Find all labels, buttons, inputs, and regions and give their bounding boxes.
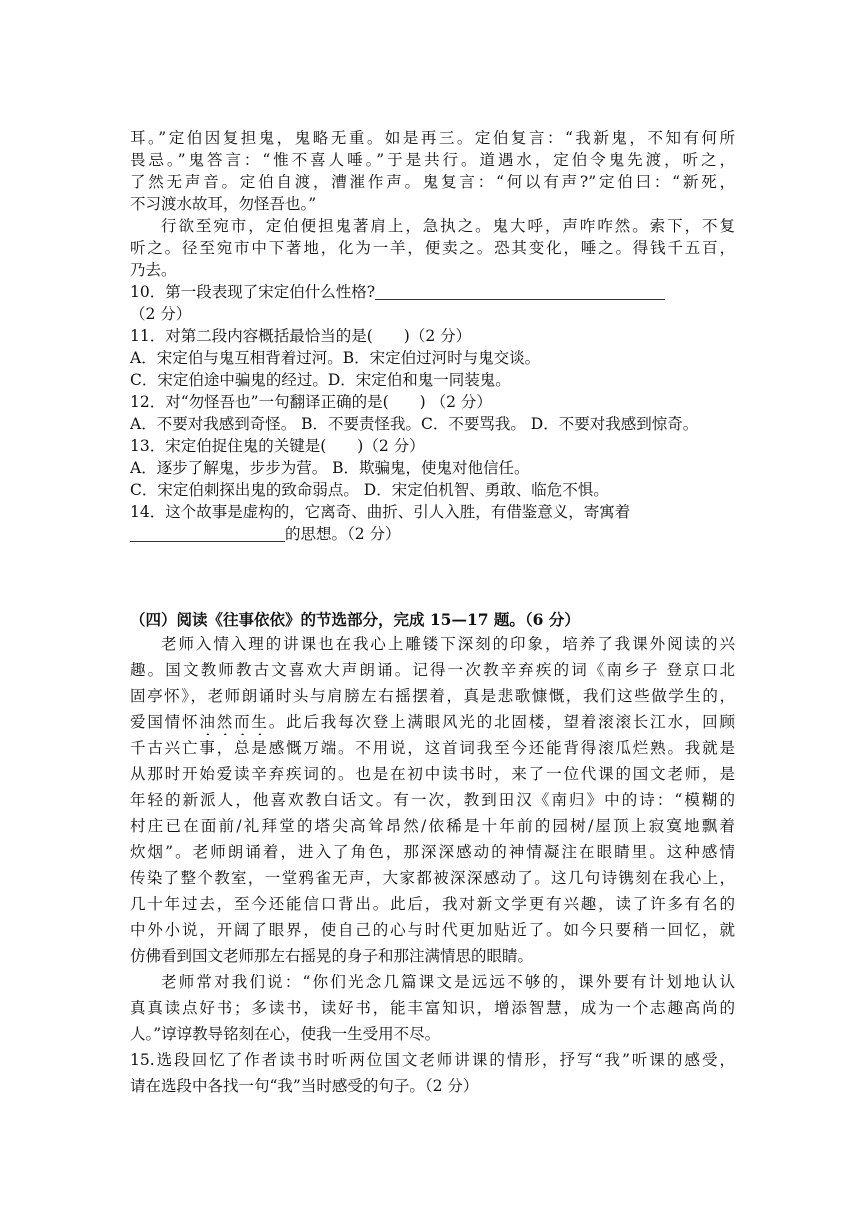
question-options: A．宋定伯与鬼互相背着过河。B．宋定伯过河时与鬼交谈。 bbox=[130, 349, 541, 367]
question-options: A．不要对我感到奇怪。 B．不要责怪我。C．不要骂我。 D．不要对我感到惊奇。 bbox=[130, 415, 699, 433]
question-text: 11．对第二段内容概括最恰当的是( )（2 分） bbox=[130, 327, 472, 345]
text-line: 炊烟”。老师朗诵着，进入了角色，那深深感动的神情凝注在眼睛里。这种感情 bbox=[130, 843, 735, 861]
text-line: 村庄已在面前/礼拜堂的塔尖高耸昂然/依稀是十年前的园树/屋顶上寂寞地飘着 bbox=[130, 817, 735, 835]
text-line: 人。”谆谆教导铭刻在心，使我一生受用不尽。 bbox=[130, 1025, 441, 1043]
text-line: 年轻的新派人，他喜欢教白话文。有一次，教到田汉《南归》中的诗：“模糊的 bbox=[130, 791, 735, 809]
text-line: 中外小说，开阔了眼界，使自己的心与时代更加贴近了。如今只要稍一回忆，就 bbox=[130, 921, 735, 939]
question-options: C．宋定伯途中骗鬼的经过。D．宋定伯和鬼一同装鬼。 bbox=[130, 371, 511, 389]
question-text: 的思想。（2 分） bbox=[285, 525, 401, 543]
passage-2-para-2 bbox=[130, 969, 735, 1047]
question-text: 14．这个故事是虚构的，它离奇、曲折、引人入胜，有借鉴意义，寄寓着 bbox=[130, 503, 631, 521]
text-line: 从那时开始爱读辛弃疾词的。也是在初中读书时，来了一位代课的国文老师，是 bbox=[130, 765, 735, 783]
question-15 bbox=[130, 1047, 735, 1099]
question-text: 10．第一段表现了宋定伯什么性格? bbox=[130, 283, 376, 301]
text-line: 趣。国文教师教古文喜欢大声朗诵。记得一次教辛弃疾的词《南乡子 登京口北 bbox=[130, 661, 735, 679]
text-line: 固亭怀》，老师朗诵时头与肩膀左右摇摆着，真是悲歌慷慨，我们这些做学生的， bbox=[130, 687, 735, 705]
question-options: A．逐步了解鬼，步步为营。 B．欺骗鬼，使鬼对他信任。 bbox=[130, 459, 530, 477]
text-line: 行欲至宛市，定伯便担鬼著肩上，急执之。鬼大呼，声咋咋然。索下，不复 bbox=[161, 217, 735, 235]
question-12 bbox=[130, 391, 735, 435]
question-text: 12．对“勿怪吾也”一句翻译正确的是( ) （2 分） bbox=[130, 393, 492, 411]
text-line: 了然无声音。定伯自渡，漕漼作声。鬼复言：“何以有声?”定伯曰：“新死， bbox=[130, 173, 735, 191]
passage-2-para-1 bbox=[130, 631, 735, 969]
text-line: 传染了整个教室，一堂鸦雀无声，大家都被深深感动了。这几句诗镌刻在我心上， bbox=[130, 869, 735, 887]
text-line: 畏忌。”鬼答言：“惟不喜人唾。”于是共行。道遇水，定伯令鬼先渡，听之， bbox=[130, 151, 735, 169]
passage-1-para-1 bbox=[130, 127, 735, 215]
question-score: （2 分） bbox=[130, 305, 192, 323]
question-options: C．宋定伯刺探出鬼的致命弱点。 D．宋定伯机智、勇敢、临危不惧。 bbox=[130, 481, 609, 499]
section-heading: （四）阅读《往事依依》的节选部分，完成 15—17 题。（6 分） bbox=[130, 610, 580, 629]
text-line: 老师常对我们说：“你们光念几篇课文是远远不够的，课外要有计划地认认 bbox=[161, 973, 735, 991]
question-10 bbox=[130, 281, 735, 325]
exam-page bbox=[130, 127, 735, 1099]
answer-blank[interactable] bbox=[130, 525, 285, 542]
question-13 bbox=[130, 435, 735, 501]
text-line: 几十年过去，至今还能信口背出。此后，我对新文学更有兴趣，读了许多有名的 bbox=[130, 895, 735, 913]
text-line: 耳。”定伯因复担鬼，鬼略无重。如是再三。定伯复言：“我新鬼，不知有何所 bbox=[130, 129, 735, 147]
text-line: 不习渡水故耳，勿怪吾也。” bbox=[130, 195, 317, 213]
text-line: 乃去。 bbox=[130, 261, 177, 279]
question-11 bbox=[130, 325, 735, 391]
question-text: 13．宋定伯捉住鬼的关键是( )（2 分） bbox=[130, 437, 425, 455]
text-line: 仿佛看到国文老师那左右摇晃的身子和那注满情思的眼睛。 bbox=[130, 947, 534, 965]
section-gap bbox=[130, 545, 735, 609]
text-line: 听之。径至宛市中下著地，化为一羊，便卖之。恐其变化，唾之。得钱千五百， bbox=[130, 239, 735, 257]
text-line: 老师入情入理的讲课也在我心上雕镂下深刻的印象，培养了我课外阅读的兴 bbox=[161, 635, 735, 653]
answer-blank[interactable] bbox=[375, 283, 665, 300]
emphasized-phrase: 油然而生 bbox=[199, 713, 269, 731]
question-14 bbox=[130, 501, 735, 545]
question-text: 请在选段中各找一句“我”当时感受的句子。（2 分） bbox=[130, 1077, 479, 1095]
text-line: 爱国情怀油然而生。此后我每次登上满眼风光的北固楼，望着滚滚长江水，回顾 bbox=[130, 713, 735, 731]
question-text: 15.选段回忆了作者读书时听两位国文老师讲课的情形，抒写“我”听课的感受， bbox=[130, 1051, 735, 1069]
text-line: 千古兴亡事，总是感慨万端。不用说，这首词我至今还能背得滚瓜烂熟。我就是 bbox=[130, 739, 735, 757]
passage-1-para-2 bbox=[130, 215, 735, 281]
text-line: 真真读点好书；多读书，读好书，能丰富知识，增添智慧，成为一个志趣高尚的 bbox=[130, 999, 735, 1017]
